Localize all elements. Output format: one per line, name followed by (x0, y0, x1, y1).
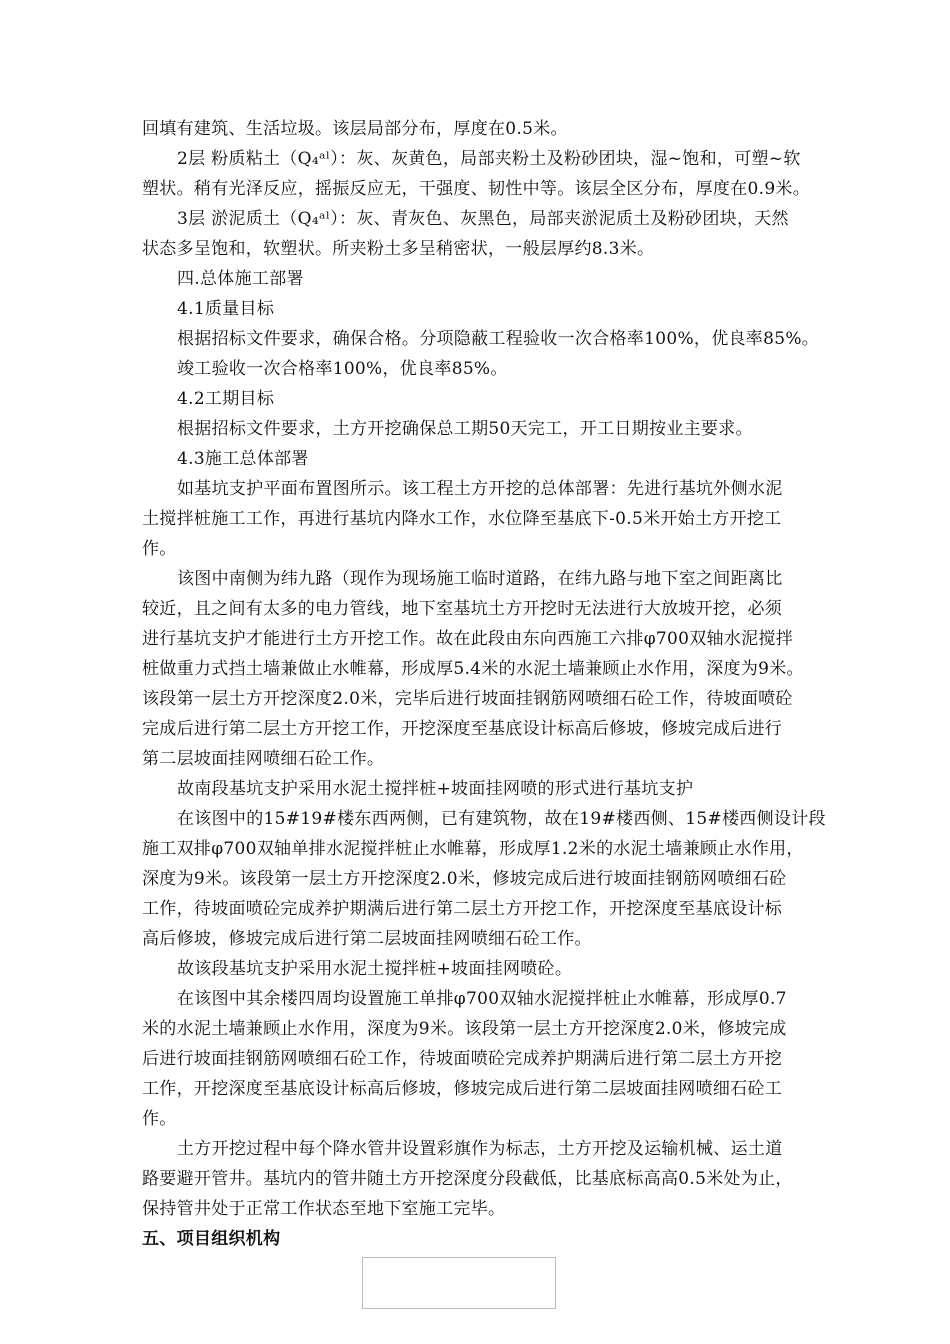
text-line: 第二层坡面挂网喷细石砼工作。 (142, 749, 385, 769)
text-line: 2层 粉质粘土（Q₄ᵃˡ）：灰、灰黄色，局部夹粉土及粉砂团块，湿~饱和，可塑~软 (177, 149, 801, 169)
text-line: 根据招标文件要求，确保合格。分项隐蔽工程验收一次合格率100%，优良率85%。 (177, 329, 820, 349)
text-line: 较近，且之间有太多的电力管线，地下室基坑土方开挖时无法进行大放坡开挖，必须 (142, 599, 783, 619)
text-line: 工作，开挖深度至基底设计标高后修坡，修坡完成后进行第二层坡面挂网喷细石砼工 (142, 1079, 783, 1099)
text-line: 回填有建筑、生活垃圾。该层局部分布，厚度在0.5米。 (142, 119, 568, 139)
subsection-heading: 4.2工期目标 (177, 389, 275, 409)
text-line: 土搅拌桩施工工作，再进行基坑内降水工作，水位降至基底下-0.5米开始土方开挖工 (142, 509, 782, 529)
text-line: 作。 (142, 539, 177, 559)
text-line: 工作，待坡面喷砼完成养护期满后进行第二层土方开挖工作，开挖深度至基底设计标 (142, 899, 783, 919)
text-line: 在该图中其余楼四周均设置施工单排φ700双轴水泥搅拌桩止水帷幕，形成厚0.7 (177, 989, 787, 1009)
text-line: 该图中南侧为纬九路（现作为现场施工临时道路，在纬九路与地下室之间距离比 (177, 569, 783, 589)
section-heading: 四.总体施工部署 (177, 269, 304, 289)
text-line: 完成后进行第二层土方开挖工作，开挖深度至基底设计标高后修坡，修坡完成后进行 (142, 719, 783, 739)
text-line: 桩做重力式挡土墙兼做止水帷幕，形成厚5.4米的水泥土墙兼顾止水作用，深度为9米。 (142, 659, 804, 679)
subsection-heading: 4.1质量目标 (177, 299, 275, 319)
text-line: 塑状。稍有光泽反应，摇振反应无，干强度、韧性中等。该层全区分布，厚度在0.9米。 (142, 179, 811, 199)
chapter-heading: 五、项目组织机构 (142, 1229, 281, 1249)
text-line: 该段第一层土方开挖深度2.0米，完毕后进行坡面挂钢筋网喷细石砼工作，待坡面喷砼 (142, 689, 793, 709)
text-line: 故该段基坑支护采用水泥土搅拌桩+坡面挂网喷砼。 (177, 959, 573, 979)
text-line: 在该图中的15#19#楼东西两侧，已有建筑物，故在19#楼西侧、15#楼西侧设计段 (177, 809, 826, 829)
text-line: 施工双排φ700双轴单排水泥搅拌桩止水帷幕，形成厚1.2米的水泥土墙兼顾止水作用， (142, 839, 804, 859)
subsection-heading: 4.3施工总体部署 (177, 449, 309, 469)
text-line: 后进行坡面挂钢筋网喷细石砼工作，待坡面喷砼完成养护期满后进行第二层土方开挖 (142, 1049, 783, 1069)
text-line: 米的水泥土墙兼顾止水作用，深度为9米。该段第一层土方开挖深度2.0米，修坡完成 (142, 1019, 787, 1039)
text-line: 竣工验收一次合格率100%，优良率85%。 (177, 359, 508, 379)
text-line: 路要避开管井。基坑内的管井随土方开挖深度分段截低，比基底标高高0.5米处为止， (142, 1169, 793, 1189)
text-line: 深度为9米。该段第一层土方开挖深度2.0米，修坡完成后进行坡面挂钢筋网喷细石砼 (142, 869, 787, 889)
text-line: 根据招标文件要求，土方开挖确保总工期50天完工，开工日期按业主要求。 (177, 419, 753, 439)
text-line: 状态多呈饱和，软塑状。所夹粉土多呈稍密状，一般层厚约8.3米。 (142, 239, 655, 259)
text-line: 土方开挖过程中每个降水管井设置彩旗作为标志，土方开挖及运输机械、运土道 (177, 1139, 783, 1159)
text-line: 高后修坡，修坡完成后进行第二层坡面挂网喷细石砼工作。 (142, 929, 592, 949)
text-line: 如基坑支护平面布置图所示。该工程土方开挖的总体部署：先进行基坑外侧水泥 (177, 479, 783, 499)
text-line: 作。 (142, 1109, 177, 1129)
text-line: 保持管井处于正常工作状态至地下室施工完毕。 (142, 1199, 506, 1219)
text-line: 故南段基坑支护采用水泥土搅拌桩+坡面挂网喷的形式进行基坑支护 (177, 779, 694, 799)
text-line: 3层 淤泥质土（Q₄ᵃˡ）：灰、青灰色、灰黑色，局部夹淤泥质土及粉砂团块，天然 (177, 209, 789, 229)
text-line: 进行基坑支护才能进行土方开挖工作。故在此段由东向西施工六排φ700双轴水泥搅拌 (142, 629, 794, 649)
page-footer-box (362, 1257, 556, 1309)
